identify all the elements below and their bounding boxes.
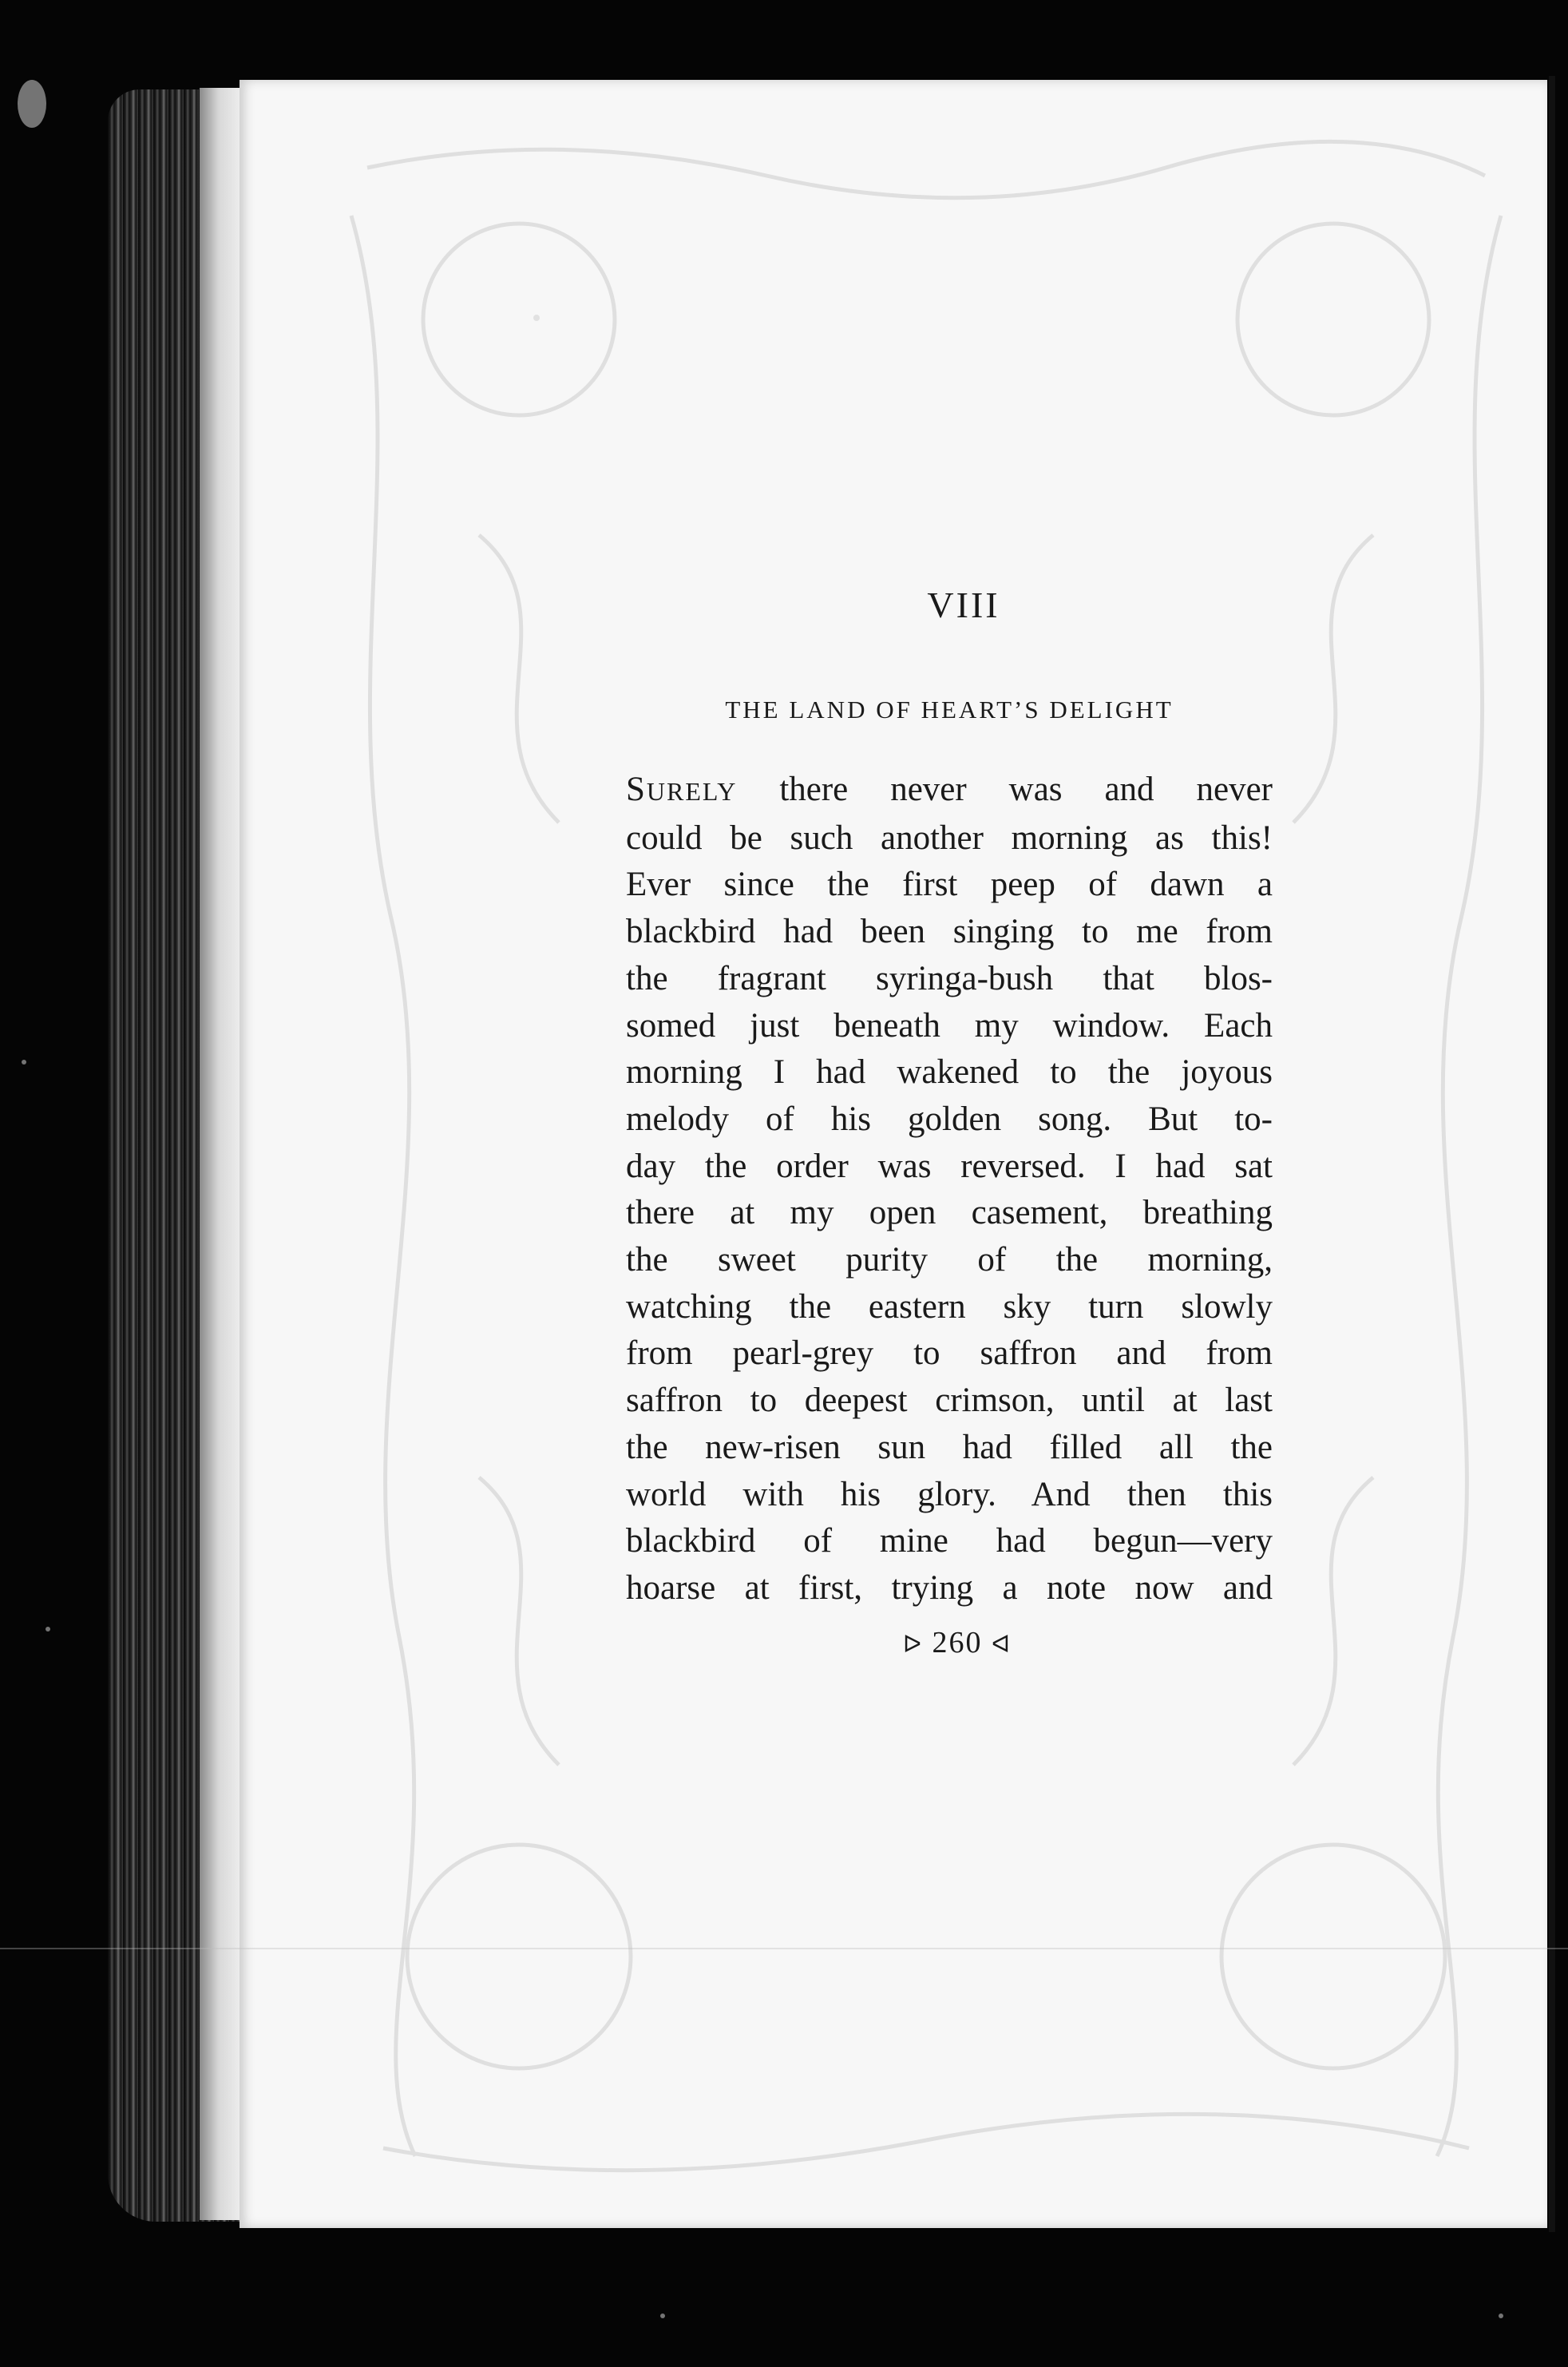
chapter-number: VIII: [927, 585, 1000, 625]
body-line: blackbird had been singing to me from: [626, 913, 1273, 951]
body-line: the fragrant syringa-bush that blos-: [626, 959, 1273, 997]
body-line: world with his glory. And then this: [626, 1475, 1273, 1513]
body-line: the new-risen sun had filled all the: [626, 1428, 1273, 1466]
body-line: saffron to deepest crimson, until at last: [626, 1382, 1273, 1420]
chapter-body: [626, 767, 1273, 1612]
right-margin-rule: [1549, 76, 1555, 2232]
lead-word-capital: S: [626, 771, 647, 808]
page-folio: [626, 1625, 1273, 1660]
body-line: there at my open casement, breathing: [626, 1194, 1273, 1232]
body-line: the sweet purity of the morning,: [626, 1241, 1273, 1279]
body-line: watching the eastern sky turn slowly: [626, 1287, 1273, 1326]
body-line: [626, 767, 1273, 815]
body-line: blackbird of mine had begun—very: [626, 1522, 1273, 1560]
body-line: morning I had wakened to the joyous: [626, 1053, 1273, 1092]
folio-left-ornament: ᐅ: [902, 1631, 923, 1658]
body-line-text: there never was and never: [737, 771, 1273, 808]
body-line: could be such another morning as this!: [626, 819, 1273, 857]
body-line: Ever since the first peep of dawn a: [626, 866, 1273, 904]
body-line: day the order was reversed. I had sat: [626, 1147, 1273, 1185]
body-line: from pearl-grey to saffron and from: [626, 1334, 1273, 1373]
chapter-title: THE LAND OF HEART’S DELIGHT: [725, 696, 1174, 724]
lead-word: [626, 771, 737, 808]
page-number: 260: [932, 1625, 983, 1659]
body-line: somed just beneath my window. Each: [626, 1006, 1273, 1045]
text-column: [626, 587, 1273, 1660]
body-line: hoarse at first, trying a note now and: [626, 1568, 1273, 1607]
body-line: melody of his golden song. But to-: [626, 1100, 1273, 1138]
folio-right-ornament: ᐊ: [992, 1631, 1012, 1658]
lead-word-smallcaps: URELY: [646, 777, 738, 806]
